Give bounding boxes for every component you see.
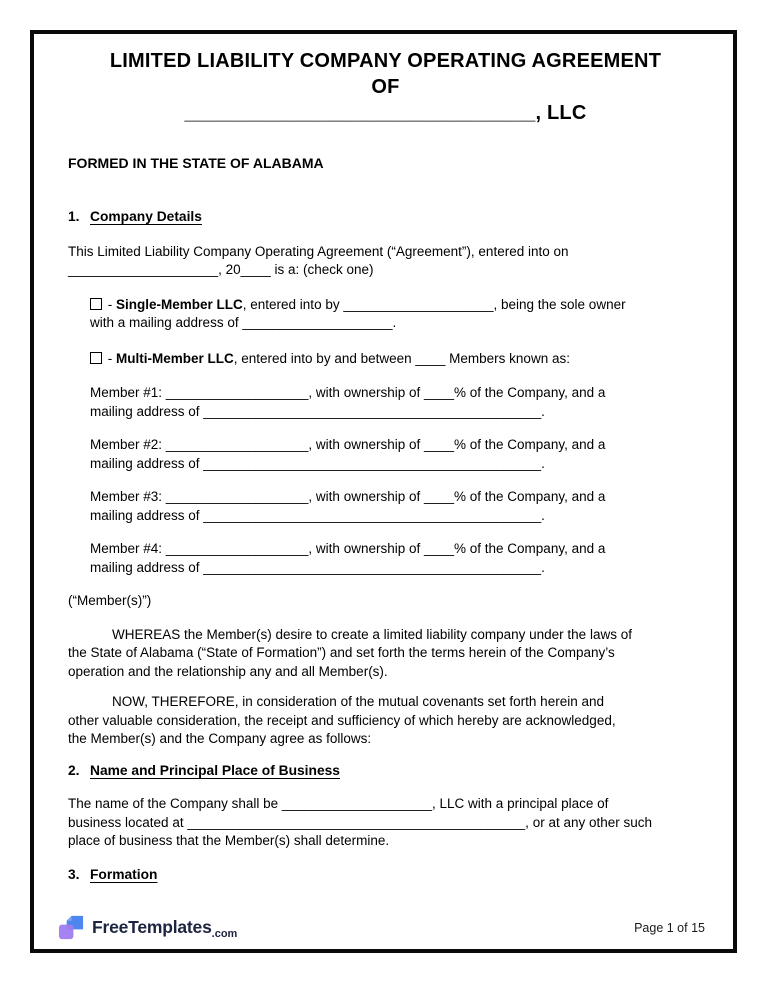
paragraph-whereas: [68, 626, 703, 682]
paragraph-intro: [68, 243, 703, 280]
heading-number: 2.: [68, 762, 80, 778]
heading-number: 3.: [68, 866, 80, 882]
document-page: [30, 30, 737, 953]
text-line: [90, 296, 703, 315]
document-title: [68, 48, 703, 126]
text-run: Member #2: ___________________, with ownership of ____% of the Company, and a: [90, 437, 606, 452]
heading-company-details: [68, 208, 703, 227]
freetemplates-logo-icon: [58, 914, 85, 941]
paragraph-member-2: [68, 436, 703, 473]
text-line: [68, 592, 703, 611]
text-run: the State of Alabama (“State of Formation”) and set forth the terms herein of the Company’s: [68, 645, 615, 660]
heading-text: Name and Principal Place of Business: [90, 762, 340, 778]
heading-formation: [68, 866, 703, 885]
bold-text: Multi-Member LLC: [116, 350, 234, 366]
text-run: WHEREAS the Member(s) desire to create a limited liability company under the laws of: [112, 626, 632, 642]
text-line: [90, 436, 703, 455]
checkbox-multi-member-icon: [90, 352, 102, 364]
text-run: The name of the Company shall be ____________________, LLC with a principal place of: [68, 796, 609, 811]
text-run: with a mailing address of ____________________.: [90, 315, 397, 330]
text-line: [90, 559, 703, 578]
text-run: mailing address of _____________________________________________.: [90, 507, 545, 523]
text-line: [68, 626, 703, 645]
text-run: place of business that the Member(s) shall determine.: [68, 833, 390, 848]
document-body: [68, 208, 703, 884]
text-run: mailing address of _____________________________________________.: [90, 455, 545, 471]
text-line: [90, 507, 703, 526]
text-run: , entered into by and between ____ Members known as:: [233, 350, 570, 366]
title-line-3-blank-llc: _______________________________, LLC: [184, 102, 587, 124]
text-line: [68, 261, 703, 280]
text-run: -: [104, 296, 116, 312]
paragraph-member-4: [68, 540, 703, 577]
title-line-1: LIMITED LIABILITY COMPANY OPERATING AGREEMENT: [109, 50, 662, 72]
text-run: NOW, THEREFORE, in consideration of the mutual covenants set forth herein and: [112, 694, 604, 709]
page-number: Page 1 of 15: [634, 920, 705, 935]
text-run: , entered into by ____________________, being the sole owner: [242, 296, 626, 312]
text-run: the Member(s) and the Company agree as follows:: [68, 731, 372, 746]
text-line: [90, 384, 703, 403]
text-line: [90, 488, 703, 507]
text-line: [90, 403, 703, 422]
paragraph-member-1: [68, 384, 703, 421]
paragraph-single-member: [68, 296, 703, 333]
bold-text: Single-Member LLC: [116, 296, 243, 312]
text-line: [68, 663, 703, 682]
paragraph-member-3: [68, 488, 703, 525]
text-run: Member #1: ___________________, with ownership of ____% of the Company, and a: [90, 385, 606, 400]
heading-number: 1.: [68, 209, 80, 224]
paragraph-company-name: [68, 795, 703, 851]
text-line: [68, 712, 703, 731]
heading-name-principal-place: [68, 762, 703, 781]
text-run: (“Member(s)”): [68, 593, 152, 608]
brand-name: FreeTemplates: [92, 917, 212, 937]
text-run: operation and the relationship any and all Member(s).: [68, 663, 388, 679]
text-line: [68, 693, 703, 712]
text-run: mailing address of _____________________________________________.: [90, 559, 545, 575]
page-footer: [58, 914, 705, 941]
text-line: [68, 795, 703, 814]
text-line: [68, 730, 703, 749]
brand-suffix: .com: [211, 928, 238, 940]
formed-in-state-line: FORMED IN THE STATE OF ALABAMA: [68, 155, 324, 171]
text-line: [90, 350, 703, 369]
checkbox-single-member-icon: [90, 298, 102, 310]
text-line: [68, 644, 703, 663]
title-line-2: OF: [371, 76, 400, 98]
text-run: other valuable consideration, the receipt and sufficiency of which hereby are acknowledged,: [68, 712, 616, 728]
paragraph-now-therefore: [68, 693, 703, 749]
text-run: business located at _____________________________________________, or at any other such: [68, 814, 653, 830]
paragraph-members-tag: [68, 592, 703, 611]
text-run: Member #4: ___________________, with ownership of ____% of the Company, and a: [90, 541, 606, 556]
text-run: ____________________, 20____ is a: (check one): [68, 262, 374, 277]
paragraph-multi-member: [68, 350, 703, 369]
text-line: [90, 455, 703, 474]
text-run: Member #3: ___________________, with ownership of ____% of the Company, and a: [90, 489, 606, 504]
text-run: mailing address of _____________________________________________.: [90, 403, 545, 419]
text-run: This Limited Liability Company Operating Agreement (“Agreement”), entered into on: [68, 243, 569, 259]
text-line: [90, 540, 703, 559]
text-line: [68, 832, 703, 851]
text-line: [68, 814, 703, 833]
text-line: [90, 314, 703, 333]
freetemplates-logo: [58, 914, 237, 941]
text-line: [68, 243, 703, 262]
heading-text: Company Details: [90, 209, 202, 224]
heading-text: Formation: [90, 866, 158, 882]
text-run: -: [104, 350, 116, 366]
